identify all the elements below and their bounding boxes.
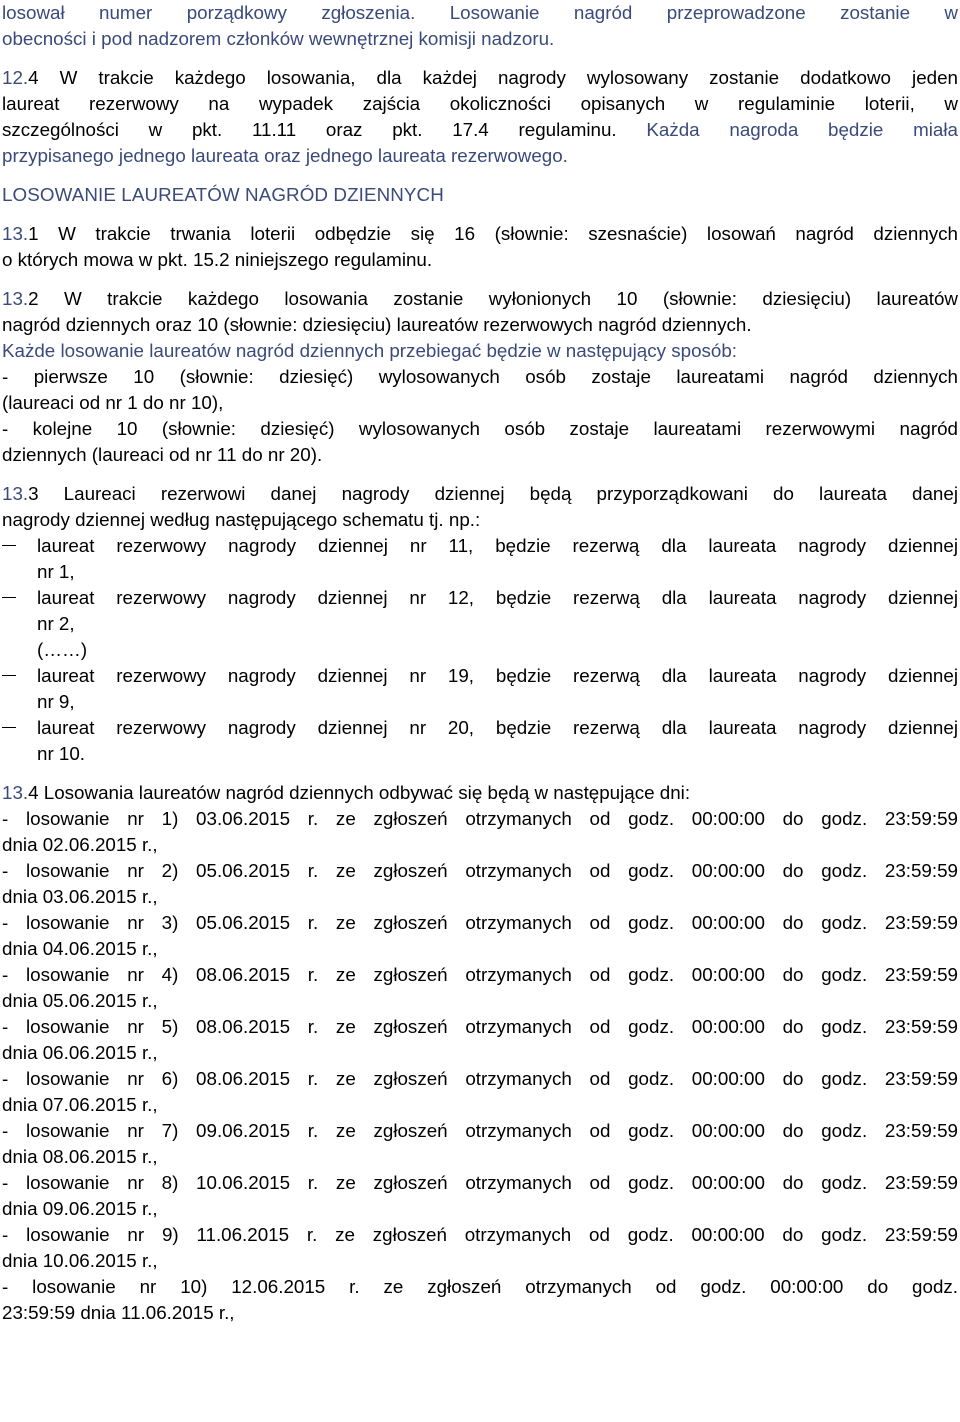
section-text-line: W trakcie każdego losowania zostanie wyłonionych 10 (słownie: dziesięciu) laureatów	[38, 288, 958, 309]
dash-bullet-icon	[2, 597, 16, 598]
section-text-line: nagród dziennych oraz 10 (słownie: dziesięciu) laureatów rezerwowych nagród dziennych.	[2, 314, 752, 335]
list-item: laureat rezerwowy nagrody dziennej nr 20, będzie rezerwą dla laureata nagrody dziennej nr 10.	[2, 715, 958, 767]
section-12-4	[2, 65, 958, 169]
section-number: 12.	[2, 67, 29, 88]
section-text-line: przypisanego jednego laureata oraz jednego laureata rezerwowego.	[2, 145, 568, 166]
section-13-2	[2, 286, 958, 468]
draw-item: - losowanie nr 1) 03.06.2015 r. ze zgłoszeń otrzymanych od godz. 00:00:00 do godz. 23:59:59 dnia 02.06.2015 r.,	[2, 808, 958, 855]
draw-item: - losowanie nr 6) 08.06.2015 r. ze zgłoszeń otrzymanych od godz. 00:00:00 do godz. 23:59:59 dnia 07.06.2015 r.,	[2, 1068, 958, 1115]
section-text-line: W trakcie każdego losowania, dla każdej nagrody wylosowany zostanie dodatkowo jeden	[38, 67, 958, 88]
section-number: 13.	[2, 483, 29, 504]
draw-item: - losowanie nr 8) 10.06.2015 r. ze zgłoszeń otrzymanych od godz. 00:00:00 do godz. 23:59:59 dnia 09.06.2015 r.,	[2, 1172, 958, 1219]
draw-item: - losowanie nr 7) 09.06.2015 r. ze zgłoszeń otrzymanych od godz. 00:00:00 do godz. 23:59:59 dnia 08.06.2015 r.,	[2, 1120, 958, 1167]
section-text-line: laureat rezerwowy na wypadek zajścia okoliczności opisanych w regulaminie loterii, w	[2, 93, 958, 114]
draw-schedule-list	[2, 806, 958, 1326]
section-text-line: Każde losowanie laureatów nagród dziennych przebiegać będzie w następujący sposób:	[2, 340, 738, 361]
section-text-line: - pierwsze 10 (słownie: dziesięć) wylosowanych osób zostaje laureatami nagród dziennych	[2, 366, 958, 387]
section-number: 13.	[2, 782, 29, 803]
section-heading: LOSOWANIE LAUREATÓW NAGRÓD DZIENNYCH	[2, 184, 444, 205]
section-number-suffix: 4	[28, 67, 39, 88]
section-text-highlight: Każda nagroda będzie miała	[646, 119, 958, 140]
section-13-3	[2, 481, 958, 767]
dash-bullet-icon	[2, 545, 16, 546]
section-text-line: nagrody dziennej według następującego schematu tj. np.:	[2, 509, 481, 530]
section-text-line: dziennych (laureaci od nr 11 do nr 20).	[2, 444, 323, 465]
draw-item: - losowanie nr 9) 11.06.2015 r. ze zgłoszeń otrzymanych od godz. 00:00:00 do godz. 23:59:59 dnia 10.06.2015 r.,	[2, 1224, 958, 1271]
section-number-suffix: 2	[28, 288, 39, 309]
intro-line-1: losował numer porządkowy zgłoszenia. Losowanie nagród przeprowadzone zostanie w	[2, 2, 958, 23]
section-number-suffix: 3	[28, 483, 39, 504]
section-number: 13.	[2, 223, 29, 244]
section-text-line: (laureaci od nr 1 do nr 10),	[2, 392, 224, 413]
section-number-suffix: 1	[28, 223, 39, 244]
section-text-line: Losowania laureatów nagród dziennych odbywać się będą w następujące dni:	[38, 782, 691, 803]
section-number-suffix: 4	[28, 782, 39, 803]
section-13-1	[2, 221, 958, 273]
section-number: 13.	[2, 288, 29, 309]
section-text-line: - kolejne 10 (słownie: dziesięć) wylosowanych osób zostaje laureatami rezerwowymi nagród	[2, 418, 958, 439]
section-text-line: o których mowa w pkt. 15.2 niniejszego regulaminu.	[2, 249, 433, 270]
draw-item: - losowanie nr 2) 05.06.2015 r. ze zgłoszeń otrzymanych od godz. 00:00:00 do godz. 23:59:59 dnia 03.06.2015 r.,	[2, 860, 958, 907]
intro-line-2: obecności i pod nadzorem członków wewnętrznej komisji nadzoru.	[2, 28, 555, 49]
dash-bullet-icon	[2, 727, 16, 728]
list-item: laureat rezerwowy nagrody dziennej nr 19, będzie rezerwą dla laureata nagrody dziennej nr 9,	[2, 663, 958, 715]
reserve-schema-list-continued	[2, 663, 958, 767]
section-text-line: Laureaci rezerwowi danej nagrody dziennej będą przyporządkowani do laureata danej	[38, 483, 958, 504]
list-item: laureat rezerwowy nagrody dziennej nr 11, będzie rezerwą dla laureata nagrody dziennej nr 1,	[2, 533, 958, 585]
list-ellipsis: (……)	[37, 639, 88, 660]
draw-item: - losowanie nr 4) 08.06.2015 r. ze zgłoszeń otrzymanych od godz. 00:00:00 do godz. 23:59:59 dnia 05.06.2015 r.,	[2, 964, 958, 1011]
section-text-line: szczególności w pkt. 11.11 oraz pkt. 17.4 regulaminu.	[2, 119, 647, 140]
draw-item: - losowanie nr 3) 05.06.2015 r. ze zgłoszeń otrzymanych od godz. 00:00:00 do godz. 23:59:59 dnia 04.06.2015 r.,	[2, 912, 958, 959]
section-text-line: W trakcie trwania loterii odbędzie się 16 (słownie: szesnaście) losowań nagród dziennych	[38, 223, 958, 244]
reserve-schema-list	[2, 533, 958, 637]
list-item: laureat rezerwowy nagrody dziennej nr 12, będzie rezerwą dla laureata nagrody dziennej nr 2,	[2, 585, 958, 637]
draw-item: - losowanie nr 10) 12.06.2015 r. ze zgłoszeń otrzymanych od godz. 00:00:00 do godz. 23:59:59 dnia 11.06.2015 r.,	[2, 1276, 958, 1323]
draw-item: - losowanie nr 5) 08.06.2015 r. ze zgłoszeń otrzymanych od godz. 00:00:00 do godz. 23:59:59 dnia 06.06.2015 r.,	[2, 1016, 958, 1063]
dash-bullet-icon	[2, 675, 16, 676]
intro-paragraph	[2, 0, 958, 52]
section-13-4	[2, 780, 958, 1326]
